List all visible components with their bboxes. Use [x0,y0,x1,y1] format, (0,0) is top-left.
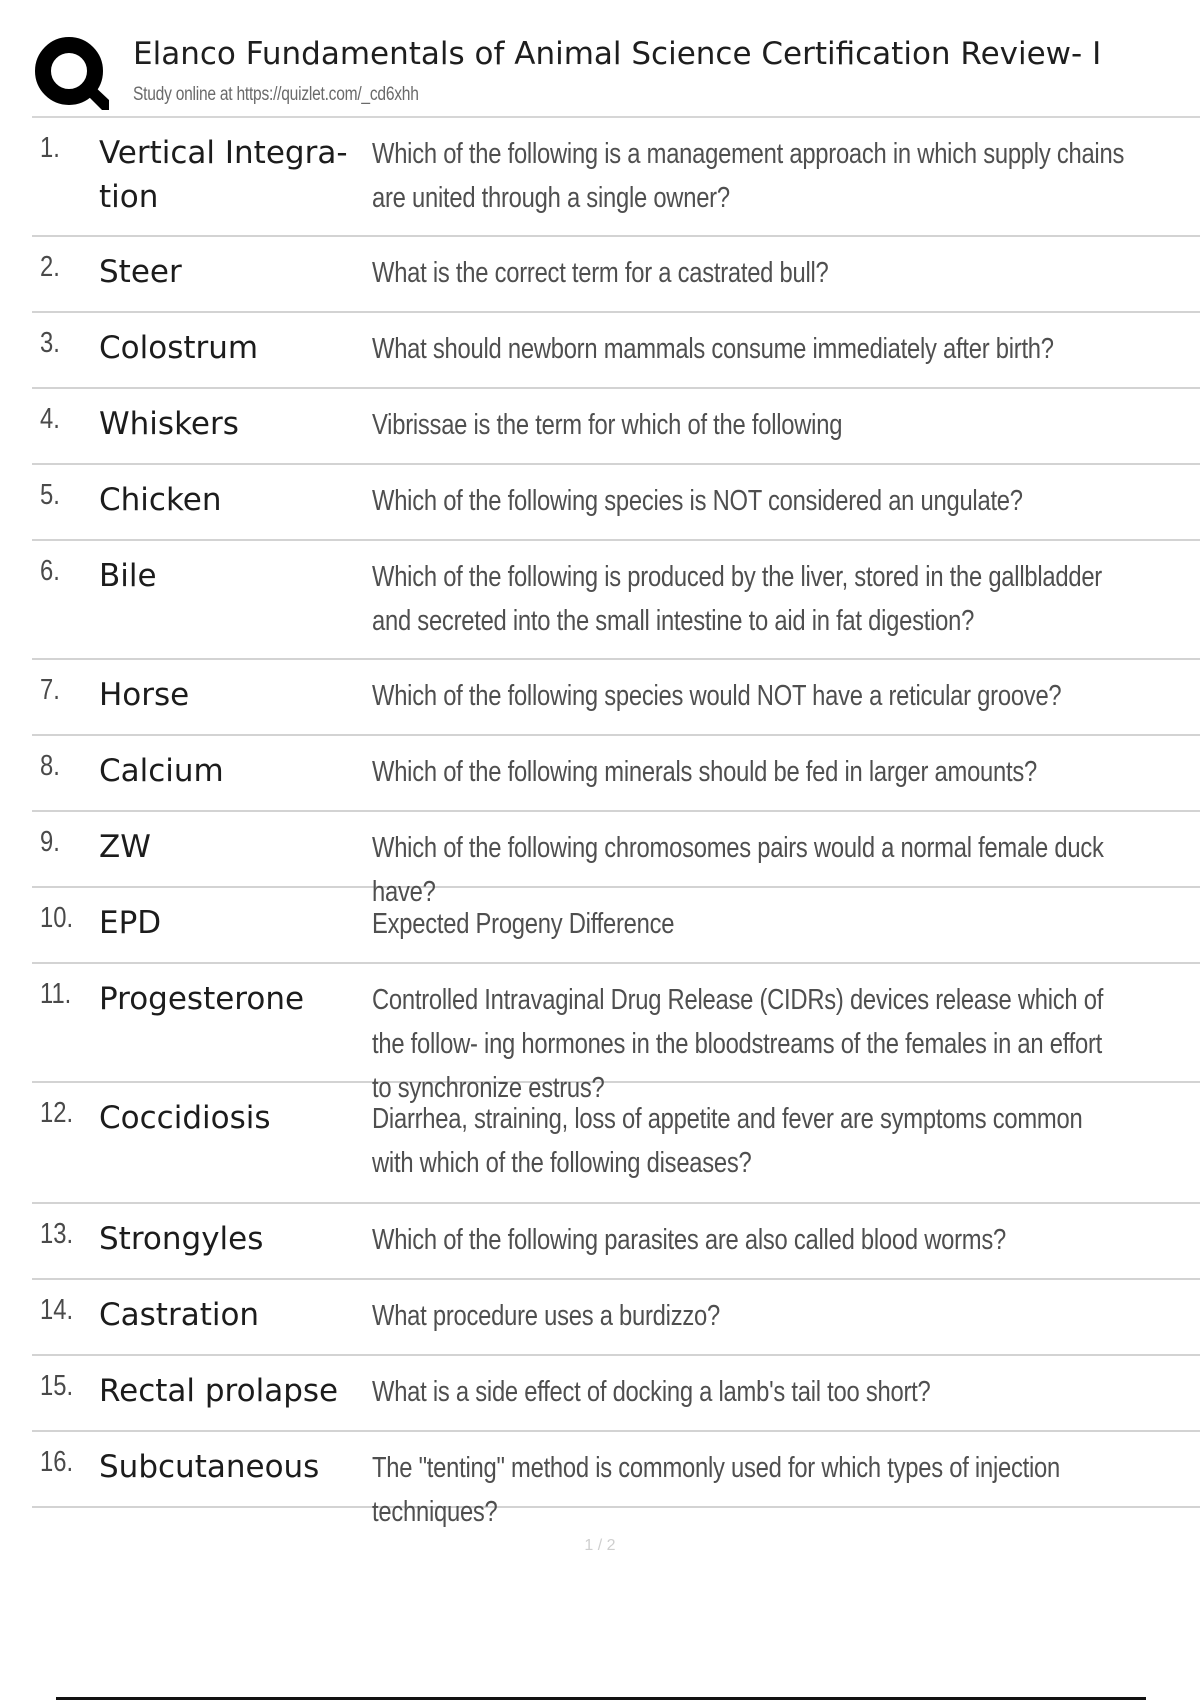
term-text: Subcutaneous [99,1449,320,1485]
item-number: 2. [40,251,60,283]
list-item [32,1432,1200,1528]
list-item [32,465,1200,541]
definition-text: Which of the following species would NOT have a reticular groove? [372,680,1062,712]
definition-text: Which of the following species is NOT considered an ungulate? [372,485,1023,517]
item-number: 3. [40,327,60,359]
definition-text: Diarrhea, straining, loss of appetite and fever are symptoms common with which of the following diseases? [372,1103,1083,1179]
term-text: Horse [99,677,190,713]
definition-text: Which of the following minerals should be fed in larger amounts? [372,756,1037,788]
definition-text: The "tenting" method is commonly used for which types of injection techniques? [372,1452,1060,1528]
term-text: Chicken [99,482,222,518]
item-number: 12. [40,1097,74,1129]
term-text: Colostrum [99,330,259,366]
definition-text: Which of the following is a management approach in which supply chains are united through a single owner? [372,138,1125,214]
definition-text: Controlled Intravaginal Drug Release (CIDRs) devices release which of the follow- ing hormones in the bloodstreams of the females in an effort to synchronize estrus? [372,984,1104,1104]
definition-text: What procedure uses a burdizzo? [372,1300,720,1332]
definition-text: Which of the following chromosomes pairs would a normal female duck have? [372,832,1104,908]
document-header [32,34,1200,120]
term-text: Castration [99,1297,260,1333]
list-item [32,812,1200,908]
document-title: Elanco Fundamentals of Animal Science Certification Review- I [133,36,1102,72]
list-item [32,1204,1200,1280]
term-text: Strongyles [99,1221,264,1257]
item-number: 9. [40,826,60,858]
term-text: Whiskers [99,406,239,442]
term-text: Steer [99,254,182,290]
list-item [32,660,1200,736]
list-item [32,1356,1200,1432]
definition-text: What is the correct term for a castrated bull? [372,257,829,289]
item-number: 6. [40,555,60,587]
term-text: Progesterone [99,981,305,1017]
list-item [32,736,1200,812]
list-item [32,313,1200,389]
term-text: EPD [99,905,162,941]
item-number: 1. [40,132,60,164]
item-number: 15. [40,1370,74,1402]
item-number: 4. [40,403,60,435]
list-item [32,888,1200,964]
item-number: 13. [40,1218,74,1250]
list-item [32,389,1200,465]
item-number: 8. [40,750,60,782]
term-text: Calcium [99,753,224,789]
term-text: ZW [99,829,151,865]
list-item [32,541,1200,660]
definition-text: What should newborn mammals consume immediately after birth? [372,333,1054,365]
term-text: Coccidiosis [99,1100,271,1136]
list-item [32,237,1200,313]
term-text: Vertical Integra- tion [99,135,348,215]
item-number: 7. [40,674,60,706]
definition-text: Vibrissae is the term for which of the following [372,409,843,441]
study-online-link[interactable]: Study online at https://quizlet.com/_cd6xhh [133,84,419,105]
item-number: 11. [40,978,72,1010]
item-number: 5. [40,479,60,511]
item-number: 14. [40,1294,74,1326]
list-item [32,964,1200,1104]
list-item [32,1083,1200,1204]
definition-text: Which of the following is produced by the liver, stored in the gallbladder and secreted into the small intestine to aid in fat digestion? [372,561,1102,637]
term-text: Bile [99,558,157,594]
item-number: 16. [40,1446,74,1478]
definition-text: What is a side effect of docking a lamb's tail too short? [372,1376,931,1408]
item-number: 10. [40,902,74,934]
term-list [32,118,1200,1528]
term-text: Rectal prolapse [99,1373,339,1409]
list-item [32,118,1200,237]
list-item [32,1280,1200,1356]
definition-text: Which of the following parasites are also called blood worms? [372,1224,1006,1256]
page-number: 1 / 2 [584,1537,616,1554]
definition-text: Expected Progeny Difference [372,908,675,940]
quizlet-logo-icon [32,34,110,112]
